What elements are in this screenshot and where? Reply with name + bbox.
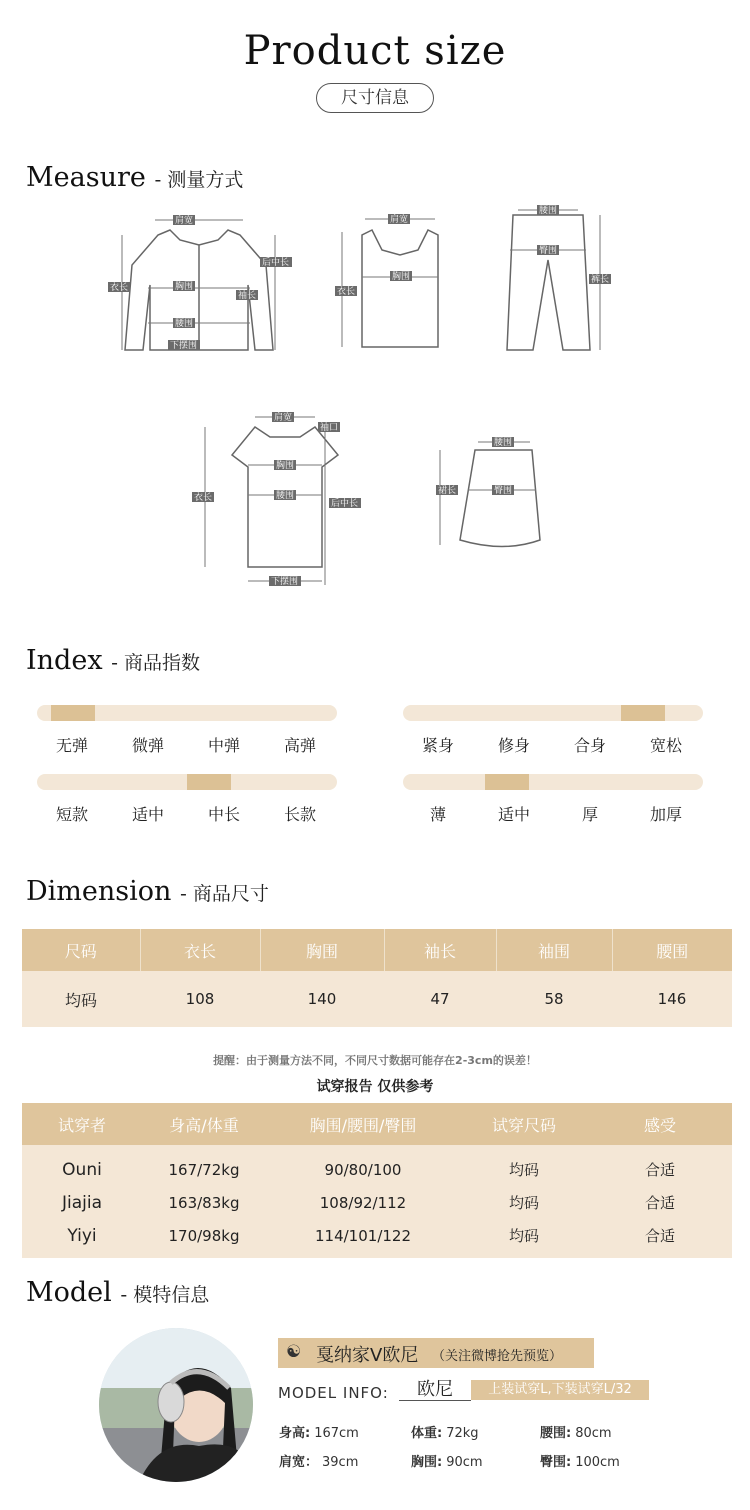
index-scale-marker — [51, 705, 95, 721]
measure-subtitle: - 测量方式 — [154, 169, 244, 191]
model-stat — [411, 1422, 479, 1441]
trial-header-row — [22, 1103, 732, 1145]
index-scale-option: 高弹 — [283, 736, 316, 755]
model-title: Model — [26, 1277, 112, 1308]
index-scale-bar — [37, 774, 337, 790]
trial-table — [22, 1103, 732, 1258]
trial-cell: 均码 — [460, 1186, 588, 1219]
trial-cell: 108/92/112 — [266, 1186, 460, 1219]
index-scale-bar — [403, 705, 703, 721]
trial-cell: 合适 — [588, 1219, 732, 1258]
measurement-reminder: 提醒：由于测量方法不同，不同尺寸数据可能存在2-3cm的误差！ — [213, 1054, 537, 1067]
index-scale-option: 无弹 — [55, 736, 88, 755]
label-dress-length — [192, 491, 214, 503]
index-scale-option: 修身 — [497, 736, 530, 755]
index-scale-bar — [37, 705, 337, 721]
dimension-cell: 108 — [140, 971, 260, 1027]
model-stat — [540, 1451, 620, 1470]
trial-header: 胸围/腰围/臀围 — [266, 1103, 460, 1145]
measure-heading — [26, 162, 243, 193]
model-stat-label: 腰围: — [540, 1426, 572, 1441]
index-scale-option: 厚 — [581, 805, 598, 824]
model-heading — [26, 1277, 209, 1308]
dimension-subtitle: - 商品尺寸 — [179, 883, 269, 905]
model-stat-value: 100cm — [575, 1455, 620, 1470]
dimension-header: 腰围 — [612, 929, 732, 971]
table-row — [22, 1186, 732, 1219]
index-title: Index — [26, 645, 103, 676]
svg-text:后中长: 后中长 — [331, 499, 359, 509]
table-row — [22, 1145, 732, 1186]
weibo-icon: ☯ — [286, 1342, 302, 1362]
label-length — [108, 281, 130, 293]
index-scale-option: 微弹 — [131, 736, 164, 755]
svg-text:裙长: 裙长 — [438, 486, 457, 496]
table-row — [22, 1219, 732, 1258]
index-scale-option: 中长 — [207, 805, 240, 824]
index-scale-option: 中弹 — [207, 736, 240, 755]
index-scale-option: 薄 — [429, 805, 446, 824]
model-stat-value: 80cm — [575, 1426, 612, 1441]
index-scale-option: 长款 — [283, 805, 316, 824]
model-stat — [411, 1451, 483, 1470]
svg-text:袖口: 袖口 — [320, 423, 339, 433]
svg-text:胸围: 胸围 — [392, 272, 411, 282]
page-title: Product size — [243, 28, 507, 74]
model-stat-label: 体重: — [411, 1426, 443, 1441]
trial-cell: 167/72kg — [142, 1145, 266, 1186]
index-scale-option: 宽松 — [649, 736, 682, 755]
svg-text:臀围: 臀围 — [539, 246, 558, 256]
index-scale-bar — [403, 774, 703, 790]
index-subtitle: - 商品指数 — [111, 652, 201, 674]
model-stat — [540, 1422, 612, 1441]
trial-report-title: 试穿报告 仅供参考 — [316, 1079, 434, 1095]
label-dress-waist — [274, 490, 296, 501]
model-stat — [279, 1451, 358, 1470]
trial-header: 身高/体重 — [142, 1103, 266, 1145]
svg-text:袖长: 袖长 — [238, 291, 257, 301]
trial-header: 试穿者 — [22, 1103, 142, 1145]
label-waist — [173, 318, 195, 329]
model-stat-value: 39cm — [322, 1455, 359, 1470]
index-scale-option: 合身 — [573, 736, 606, 755]
trial-cell: 均码 — [460, 1219, 588, 1258]
svg-text:后中长: 后中长 — [262, 258, 290, 268]
index-scale-option: 适中 — [497, 805, 530, 824]
page-subtitle-pill: 尺寸信息 — [316, 83, 434, 113]
svg-text:腰围: 腰围 — [276, 491, 295, 501]
label-sleeve — [236, 289, 258, 301]
dimension-header: 胸围 — [260, 929, 384, 971]
model-info-label: MODEL INFO: — [278, 1384, 389, 1402]
label-skirt-hip — [492, 485, 514, 496]
index-scale-marker — [187, 774, 231, 790]
skirt-diagram — [436, 437, 540, 547]
trial-header: 试穿尺码 — [460, 1103, 588, 1145]
model-avatar — [99, 1328, 253, 1482]
index-scale-option: 加厚 — [649, 805, 682, 824]
trial-cell: 90/80/100 — [266, 1145, 460, 1186]
dimension-cell: 58 — [496, 971, 612, 1027]
dimension-title: Dimension — [26, 876, 172, 907]
table-row — [22, 971, 732, 1027]
svg-text:下摆围: 下摆围 — [271, 577, 299, 587]
label-dress-shoulder — [272, 411, 294, 423]
model-subtitle: - 模特信息 — [120, 1284, 210, 1306]
label-hip — [537, 245, 559, 256]
dimension-cell: 47 — [384, 971, 496, 1027]
measure-diagrams — [100, 205, 620, 605]
svg-text:衣长: 衣长 — [337, 287, 356, 297]
dimension-cell: 140 — [260, 971, 384, 1027]
label-dress-chest — [274, 460, 296, 471]
model-stat — [279, 1422, 359, 1441]
dimension-heading — [26, 876, 269, 907]
svg-text:腰围: 腰围 — [494, 438, 513, 448]
dimension-header-row — [22, 929, 732, 971]
dimension-cell: 均码 — [22, 971, 140, 1027]
model-stat-label: 臀围: — [540, 1455, 572, 1470]
label-dress-hem — [269, 575, 301, 587]
label-hem — [168, 339, 200, 351]
label-pant-length — [589, 273, 611, 285]
model-name: 欧尼 — [399, 1375, 471, 1401]
model-stat-label: 胸围: — [411, 1455, 443, 1470]
dimension-header: 袖围 — [496, 929, 612, 971]
svg-text:腰围: 腰围 — [175, 319, 194, 329]
label-back-center — [260, 256, 292, 268]
svg-text:臀围: 臀围 — [494, 486, 513, 496]
label-vest-shoulder — [388, 213, 410, 225]
svg-text:胸围: 胸围 — [175, 282, 194, 292]
trial-cell: 114/101/122 — [266, 1219, 460, 1258]
weibo-note: （关注微博抢先预览） — [432, 1349, 563, 1364]
dimension-header: 尺码 — [22, 929, 140, 971]
label-vest-chest — [390, 271, 412, 282]
model-stat-value: 167cm — [314, 1426, 359, 1441]
svg-text:胸围: 胸围 — [276, 461, 295, 471]
shirt-diagram — [108, 214, 292, 351]
label-chest — [173, 281, 195, 292]
model-stat-value: 90cm — [446, 1455, 483, 1470]
label-skirt-waist — [492, 437, 514, 448]
dimension-table — [22, 929, 732, 1027]
trial-cell: 170/98kg — [142, 1219, 266, 1258]
trial-cell: 均码 — [460, 1145, 588, 1186]
trial-cell: Ouni — [22, 1145, 142, 1186]
svg-text:腰围: 腰围 — [539, 206, 558, 216]
label-skirt-length — [436, 485, 458, 496]
svg-text:肩宽: 肩宽 — [390, 215, 409, 225]
pants-diagram — [507, 205, 611, 350]
model-stat-value: 72kg — [446, 1426, 479, 1441]
measure-title: Measure — [26, 162, 146, 193]
trial-cell: 合适 — [588, 1186, 732, 1219]
index-scale-option: 短款 — [55, 805, 88, 824]
svg-text:裤长: 裤长 — [591, 275, 610, 285]
dimension-cell: 146 — [612, 971, 732, 1027]
weibo-name: 戛纳家V欧尼 — [316, 1345, 419, 1366]
model-stat-label: 肩宽： — [279, 1455, 319, 1470]
dress-diagram — [192, 411, 361, 587]
index-scale-option: 紧身 — [421, 736, 454, 755]
index-scale-marker — [621, 705, 665, 721]
dimension-header: 袖长 — [384, 929, 496, 971]
trial-cell: 合适 — [588, 1145, 732, 1186]
label-shoulder — [173, 214, 195, 226]
label-pant-waist — [537, 205, 559, 216]
dimension-header: 衣长 — [140, 929, 260, 971]
svg-text:下摆围: 下摆围 — [170, 341, 198, 351]
weibo-banner — [278, 1338, 594, 1368]
label-dress-back — [329, 497, 361, 509]
trial-cell: Yiyi — [22, 1219, 142, 1258]
model-stat-label: 身高: — [279, 1426, 311, 1441]
svg-text:肩宽: 肩宽 — [175, 216, 194, 226]
svg-text:肩宽: 肩宽 — [274, 413, 293, 423]
svg-text:衣长: 衣长 — [110, 283, 129, 293]
index-heading — [26, 645, 200, 676]
trial-header: 感受 — [588, 1103, 732, 1145]
trial-cell: Jiajia — [22, 1186, 142, 1219]
svg-text:衣长: 衣长 — [194, 493, 213, 503]
label-sleeve-cuff — [318, 421, 340, 433]
index-scale-marker — [485, 774, 529, 790]
trial-cell: 163/83kg — [142, 1186, 266, 1219]
label-vest-length — [335, 285, 357, 297]
vest-diagram — [335, 213, 438, 347]
index-scale-option: 适中 — [131, 805, 164, 824]
model-fit: 上装试穿L,下装试穿L/32 — [471, 1380, 649, 1400]
